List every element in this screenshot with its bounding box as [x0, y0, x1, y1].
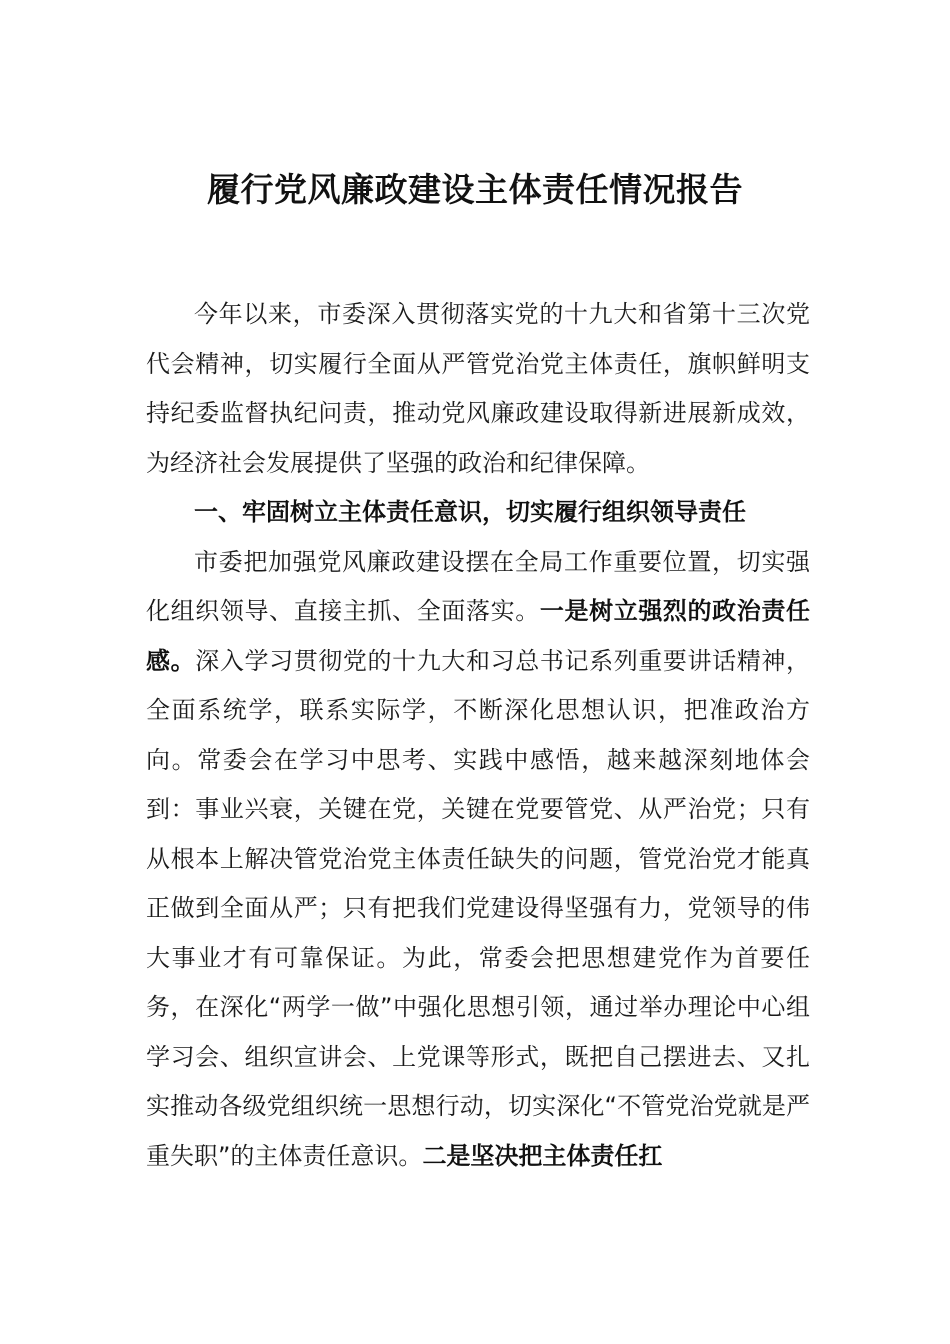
document-title: 履行党风廉政建设主体责任情况报告: [207, 170, 743, 209]
point2-title: 二是坚决把主体责任扛: [422, 1141, 663, 1170]
intro-paragraph: 今年以来，市委深入贯彻落实党的十九大和省第十三次党代会精神，切实履行全面从严管党治党主体责任，旗帜鲜明支持纪委监督执纪问责，推动党风廉政建设取得新进展新成效，为经济社会发展提供了坚强的政治和纪律保障。: [146, 300, 810, 477]
document-body: [146, 290, 810, 1181]
point1-title: 一是树立强烈的政治责任感。: [146, 597, 811, 675]
point1-text: 深入学习贯彻党的十九大和习总书记系列重要讲话精神，全面系统学，联系实际学，不断深化思想认识，把准政治方向。常委会在学习中思考、实践中感悟，越来越深刻地体会到：事业兴衰，关键在党，关键在党要管党、从严治党；只有从根本上解决管党治党主体责任缺失的问题，管党治党才能真正做到全面从严；只有把我们党建设得坚强有力，党领导的伟大事业才有可靠保证。为此，常委会把思想建党作为首要任务，在深化“两学一做”中强化思想引领，通过举办理论中心组学习会、组织宣讲会、上党课等形式，既把自己摆进去、又扎实推动各级党组织统一思想行动，切实深化“不管党治党就是严重失职”的主体责任意识。: [146, 646, 811, 1170]
section-heading: 一、牢固树立主体责任意识，切实履行组织领导责任: [194, 498, 746, 526]
section-paragraph: [146, 538, 810, 1182]
section-lead: 市委把加强党风廉政建设摆在全局工作重要位置，切实强化组织领导、直接主抓、全面落实。: [146, 547, 810, 625]
